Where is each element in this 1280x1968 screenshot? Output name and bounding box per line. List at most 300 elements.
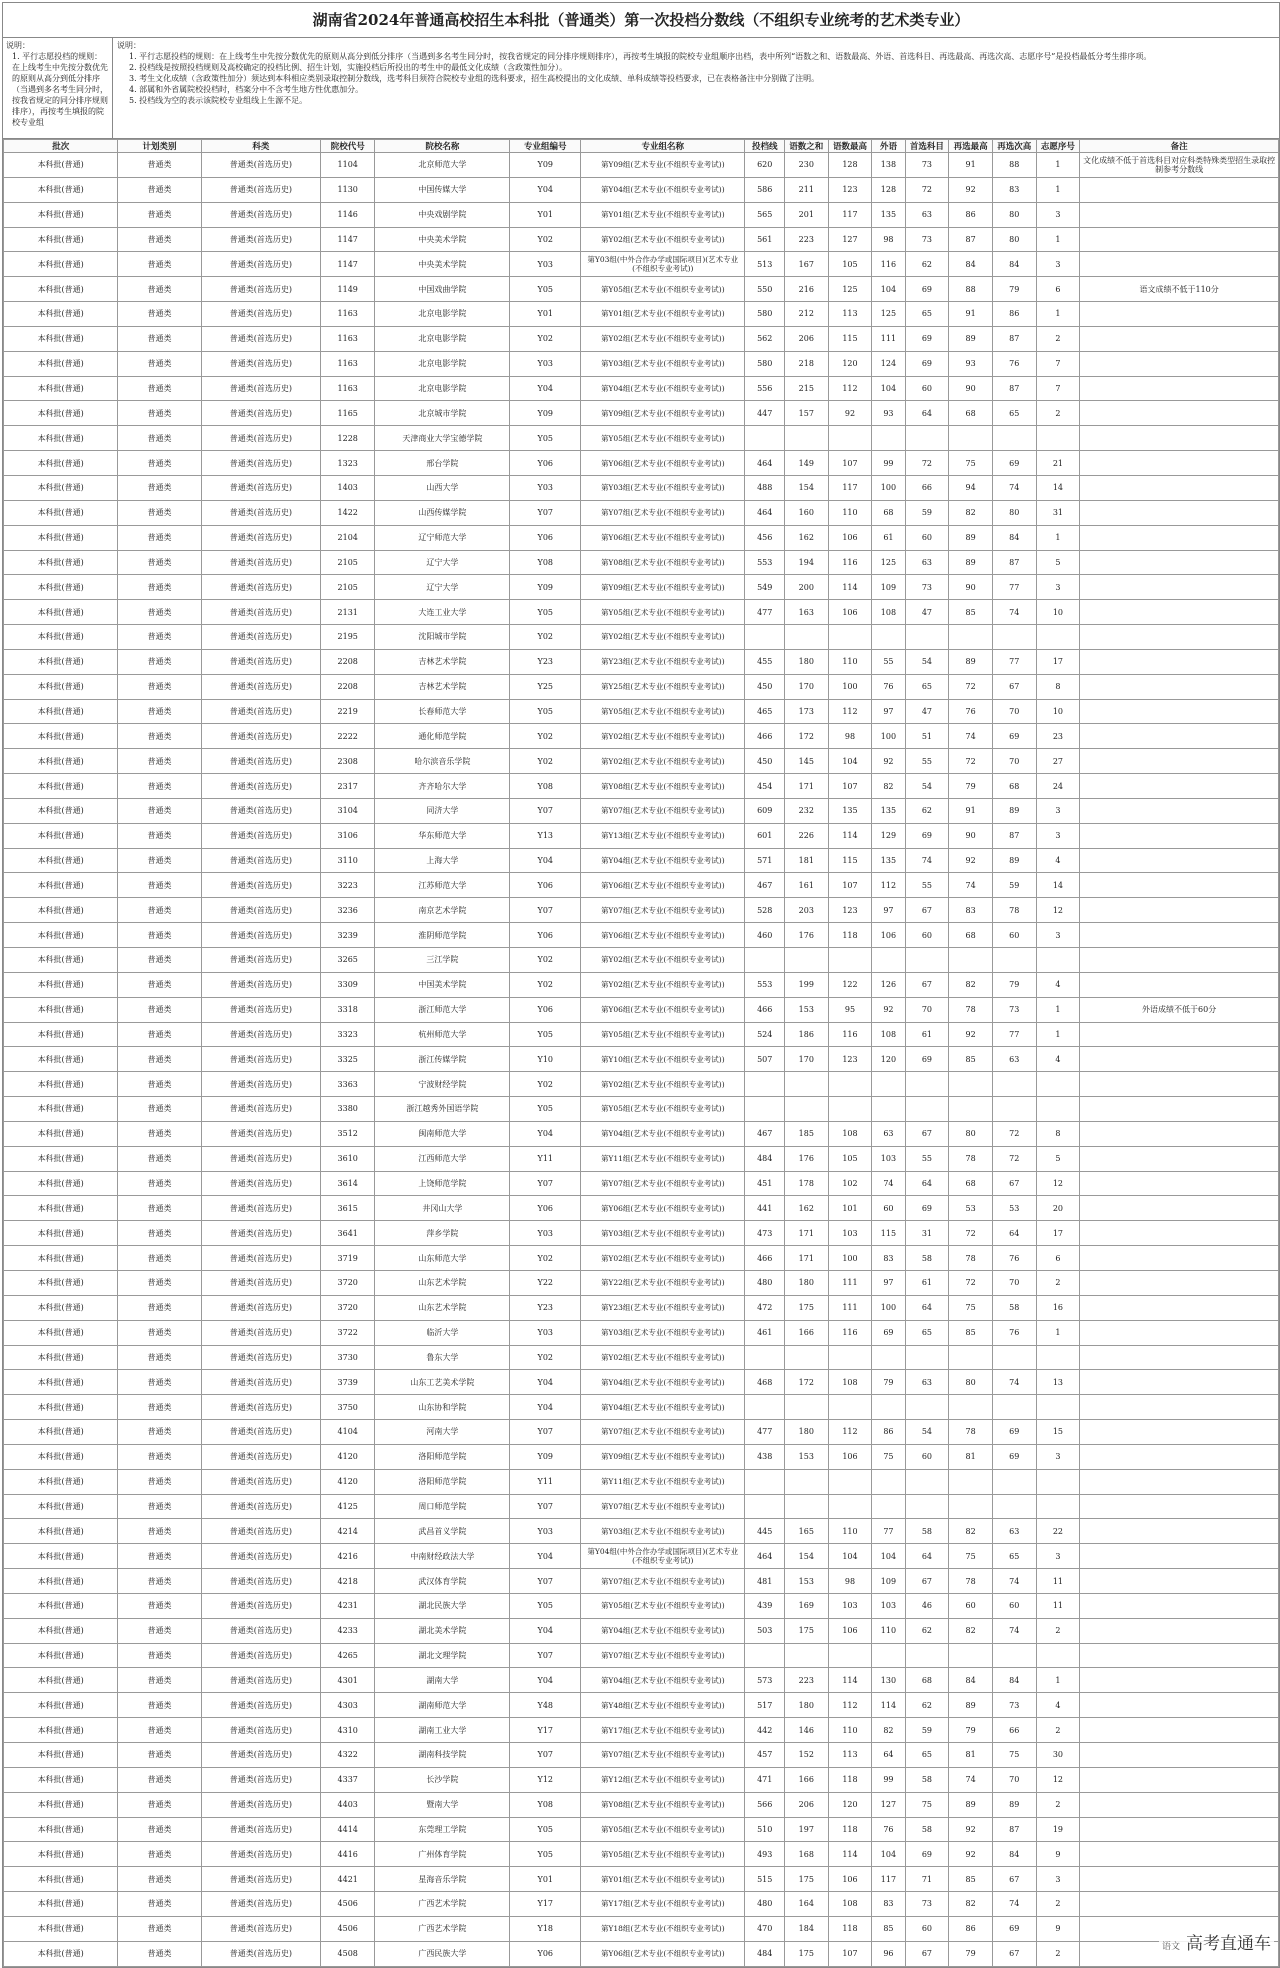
table-row (4, 451, 1279, 476)
table-cell: 464 (745, 451, 785, 476)
table-cell: 80 (949, 1370, 993, 1395)
table-cell: 普通类(首选历史) (201, 1693, 321, 1718)
table-cell: 3239 (321, 923, 375, 948)
table-cell: 80 (992, 202, 1036, 227)
table-cell: 215 (784, 376, 828, 401)
table-cell: 普通类(首选历史) (201, 997, 321, 1022)
table-row (4, 774, 1279, 799)
table-cell: 3720 (321, 1270, 375, 1295)
table-cell: 武昌首义学院 (375, 1519, 510, 1544)
table-cell: 山东协和学院 (375, 1395, 510, 1420)
table-cell: 451 (745, 1171, 785, 1196)
table-cell: 513 (745, 252, 785, 277)
table-cell: 本科批(普通) (4, 1295, 118, 1320)
table-row (4, 1792, 1279, 1817)
table-cell: 75 (949, 1295, 993, 1320)
table-cell: 64 (992, 1221, 1036, 1246)
table-cell: 3323 (321, 1022, 375, 1047)
table-cell: 110 (828, 500, 872, 525)
table-cell: 2219 (321, 699, 375, 724)
table-cell: 本科批(普通) (4, 401, 118, 426)
table-row (4, 1618, 1279, 1643)
table-cell: 72 (949, 1270, 993, 1295)
table-cell: 1165 (321, 401, 375, 426)
table-cell: Y04 (510, 848, 581, 873)
table-cell: 普通类 (118, 1270, 201, 1295)
table-cell: 586 (745, 177, 785, 202)
table-row (4, 550, 1279, 575)
table-cell: 普通类 (118, 798, 201, 823)
table-cell: 11 (1036, 1593, 1080, 1618)
table-cell: 2222 (321, 724, 375, 749)
table-cell: 206 (784, 1792, 828, 1817)
table-cell: 3 (1036, 202, 1080, 227)
table-cell: 69 (905, 277, 949, 302)
table-cell (828, 1072, 872, 1097)
table-cell (1080, 1295, 1279, 1320)
table-cell (1080, 252, 1279, 277)
table-cell: 609 (745, 798, 785, 823)
table-cell: 普通类 (118, 1370, 201, 1395)
table-cell: Y03 (510, 1221, 581, 1246)
table-cell: 480 (745, 1270, 785, 1295)
table-cell: 126 (872, 972, 905, 997)
table-cell: 109 (872, 1569, 905, 1594)
table-cell: 湖北美术学院 (375, 1618, 510, 1643)
table-cell: 116 (872, 252, 905, 277)
table-cell: 47 (905, 699, 949, 724)
table-cell: 103 (872, 1593, 905, 1618)
table-cell: 普通类(首选历史) (201, 923, 321, 948)
table-cell (1080, 1618, 1279, 1643)
table-cell: 553 (745, 550, 785, 575)
notes-left-column (3, 38, 113, 138)
table-cell: 75 (992, 1743, 1036, 1768)
table-cell: 82 (872, 774, 905, 799)
table-cell: 本科批(普通) (4, 1171, 118, 1196)
table-cell (872, 625, 905, 650)
table-cell: 中国美术学院 (375, 972, 510, 997)
table-cell: 84 (949, 1668, 993, 1693)
table-cell: 86 (949, 202, 993, 227)
table-cell: 1 (1036, 525, 1080, 550)
table-cell: Y05 (510, 277, 581, 302)
table-cell: 第Y13组(艺术专业(不组织专业考试)) (581, 823, 745, 848)
table-cell: Y17 (510, 1892, 581, 1917)
table-cell: 115 (828, 848, 872, 873)
table-cell (1080, 1544, 1279, 1569)
table-cell: 本科批(普通) (4, 1420, 118, 1445)
table-cell: 本科批(普通) (4, 1097, 118, 1122)
table-cell: 110 (828, 1718, 872, 1743)
table-cell: Y10 (510, 1047, 581, 1072)
table-cell: 普通类 (118, 1743, 201, 1768)
table-cell (992, 948, 1036, 973)
table-cell (905, 948, 949, 973)
table-cell: 493 (745, 1842, 785, 1867)
table-cell (872, 1643, 905, 1668)
table-cell (745, 1395, 785, 1420)
table-cell: 4 (1036, 848, 1080, 873)
table-cell: 本科批(普通) (4, 153, 118, 178)
table-cell: 中央美术学院 (375, 252, 510, 277)
table-cell: 普通类(首选历史) (201, 724, 321, 749)
table-cell: 普通类(首选历史) (201, 202, 321, 227)
table-cell: 普通类(首选历史) (201, 1668, 321, 1693)
table-row (4, 823, 1279, 848)
table-cell: 1 (1036, 177, 1080, 202)
table-cell: 74 (905, 848, 949, 873)
table-cell: 本科批(普通) (4, 649, 118, 674)
table-cell: 84 (992, 1842, 1036, 1867)
table-cell: 本科批(普通) (4, 1718, 118, 1743)
table-cell: 464 (745, 1544, 785, 1569)
table-cell: 118 (828, 923, 872, 948)
table-cell: Y03 (510, 475, 581, 500)
table-cell: 98 (872, 227, 905, 252)
table-cell: 3 (1036, 923, 1080, 948)
header-cell: 语数之和 (784, 140, 828, 153)
table-cell (872, 1494, 905, 1519)
table-cell: 外语成绩不低于60分 (1080, 997, 1279, 1022)
table-cell: 23 (1036, 724, 1080, 749)
table-row (4, 997, 1279, 1022)
table-cell (1080, 550, 1279, 575)
table-cell: Y08 (510, 774, 581, 799)
watermark (1159, 1928, 1274, 1955)
table-cell: 普通类(首选历史) (201, 1544, 321, 1569)
table-cell: 普通类 (118, 252, 201, 277)
table-cell: 本科批(普通) (4, 1941, 118, 1966)
table-cell: 127 (872, 1792, 905, 1817)
table-cell: 普通类(首选历史) (201, 1444, 321, 1469)
table-cell: 10 (1036, 699, 1080, 724)
table-cell: 第Y06组(艺术专业(不组织专业考试)) (581, 525, 745, 550)
table-cell: 99 (872, 1767, 905, 1792)
table-cell: 114 (828, 1842, 872, 1867)
table-cell: 168 (784, 1842, 828, 1867)
table-cell: 100 (828, 1246, 872, 1271)
table-cell: 55 (905, 749, 949, 774)
table-cell (745, 1494, 785, 1519)
table-cell (828, 1643, 872, 1668)
table-cell: 本科批(普通) (4, 550, 118, 575)
table-cell: Y06 (510, 1196, 581, 1221)
table-cell: 第Y03组(艺术专业(不组织专业考试)) (581, 475, 745, 500)
table-cell (828, 1097, 872, 1122)
table-cell: 3 (1036, 1867, 1080, 1892)
table-cell: 第Y04组(艺术专业(不组织专业考试)) (581, 1618, 745, 1643)
table-cell (872, 1345, 905, 1370)
table-cell (1036, 426, 1080, 451)
table-cell: 64 (872, 1743, 905, 1768)
table-cell: 4322 (321, 1743, 375, 1768)
table-cell: 135 (828, 798, 872, 823)
table-cell: 第Y09组(艺术专业(不组织专业考试)) (581, 153, 745, 178)
table-cell: 普通类 (118, 1842, 201, 1867)
table-cell: 3363 (321, 1072, 375, 1097)
table-row (4, 1022, 1279, 1047)
table-cell: 85 (949, 1047, 993, 1072)
table-cell: 59 (992, 873, 1036, 898)
table-cell (905, 1395, 949, 1420)
table-cell: 92 (949, 1817, 993, 1842)
table-cell: 69 (905, 326, 949, 351)
table-cell: 70 (905, 997, 949, 1022)
table-cell: 100 (872, 1295, 905, 1320)
table-cell: 85 (949, 1320, 993, 1345)
table-cell: 本科批(普通) (4, 475, 118, 500)
table-cell: 120 (828, 351, 872, 376)
table-cell: 第Y06组(艺术专业(不组织专业考试)) (581, 997, 745, 1022)
table-cell: 73 (905, 227, 949, 252)
table-cell: 2105 (321, 575, 375, 600)
table-cell: 7 (1036, 376, 1080, 401)
table-cell: Y07 (510, 1743, 581, 1768)
table-cell: 本科批(普通) (4, 1544, 118, 1569)
table-cell: 普通类 (118, 1246, 201, 1271)
table-cell: 123 (828, 898, 872, 923)
notes-left-text: 1. 平行志愿投档的规则：在上线考生中先按分数优先的原则从高分到低分排序（当遇到多名考生同分时，按我省规定的同分排序规则排序），再按考生填报的院校专业组 (12, 52, 108, 127)
table-cell: 15 (1036, 1420, 1080, 1445)
table-cell (1080, 1221, 1279, 1246)
table-cell: 本科批(普通) (4, 1494, 118, 1519)
table-cell: 中南财经政法大学 (375, 1544, 510, 1569)
table-cell: 普通类(首选历史) (201, 252, 321, 277)
table-cell: 普通类(首选历史) (201, 774, 321, 799)
table-cell: 162 (784, 1196, 828, 1221)
header-cell: 再选最高 (949, 140, 993, 153)
table-cell: 112 (828, 1693, 872, 1718)
table-cell: 1 (1036, 997, 1080, 1022)
table-row (4, 202, 1279, 227)
table-cell: 本科批(普通) (4, 1817, 118, 1842)
table-cell: 98 (828, 724, 872, 749)
table-cell: 74 (949, 1767, 993, 1792)
table-cell: Y02 (510, 1345, 581, 1370)
table-cell: 本科批(普通) (4, 1916, 118, 1941)
table-cell: 153 (784, 1444, 828, 1469)
table-cell (1080, 625, 1279, 650)
table-cell: 101 (828, 1196, 872, 1221)
table-cell: 85 (872, 1916, 905, 1941)
table-row (4, 699, 1279, 724)
header-cell: 院校名称 (375, 140, 510, 153)
table-row (4, 873, 1279, 898)
table-cell: 135 (872, 202, 905, 227)
table-cell: 洛阳师范学院 (375, 1444, 510, 1469)
note-item-4: 4. 部属和外省属院校投档时，档案分中不含考生地方性优惠加分。 (129, 85, 364, 94)
table-cell (784, 426, 828, 451)
table-cell (905, 1643, 949, 1668)
table-cell: 1 (1036, 153, 1080, 178)
table-cell: 200 (784, 575, 828, 600)
table-cell: 65 (992, 401, 1036, 426)
table-cell (1080, 823, 1279, 848)
table-cell: 3 (1036, 1544, 1080, 1569)
table-cell: 第Y01组(艺术专业(不组织专业考试)) (581, 1867, 745, 1892)
table-cell: 67 (905, 1941, 949, 1966)
table-cell: 辽宁师范大学 (375, 525, 510, 550)
table-cell: 116 (828, 1320, 872, 1345)
table-cell (1080, 1345, 1279, 1370)
table-cell: 108 (872, 1022, 905, 1047)
table-cell: 1403 (321, 475, 375, 500)
table-row (4, 1420, 1279, 1445)
table-cell: 普通类(首选历史) (201, 1618, 321, 1643)
table-cell: 萍乡学院 (375, 1221, 510, 1246)
table-cell: Y01 (510, 202, 581, 227)
table-cell: 4506 (321, 1916, 375, 1941)
table-cell: 1149 (321, 277, 375, 302)
table-cell: 本科批(普通) (4, 898, 118, 923)
table-row (4, 153, 1279, 178)
table-cell: 普通类 (118, 277, 201, 302)
table-cell: 山东工艺美术学院 (375, 1370, 510, 1395)
table-cell: 普通类(首选历史) (201, 1121, 321, 1146)
table-cell: 普通类 (118, 1072, 201, 1097)
table-cell: 90 (949, 823, 993, 848)
table-cell (872, 1395, 905, 1420)
table-cell: 166 (784, 1767, 828, 1792)
table-cell: 沈阳城市学院 (375, 625, 510, 650)
table-cell: 471 (745, 1767, 785, 1792)
table-cell (1080, 848, 1279, 873)
table-row (4, 1146, 1279, 1171)
table-cell (1036, 948, 1080, 973)
table-cell (872, 1469, 905, 1494)
table-cell: 561 (745, 227, 785, 252)
table-cell: 145 (784, 749, 828, 774)
table-cell: Y17 (510, 1718, 581, 1743)
table-cell: 湖南师范大学 (375, 1693, 510, 1718)
table-cell: 197 (784, 1817, 828, 1842)
table-row (4, 500, 1279, 525)
table-cell: 20 (1036, 1196, 1080, 1221)
table-cell: 114 (828, 823, 872, 848)
table-cell: 1323 (321, 451, 375, 476)
table-cell: 472 (745, 1295, 785, 1320)
table-cell: 81 (949, 1444, 993, 1469)
table-cell: 3 (1036, 823, 1080, 848)
table-cell: 本科批(普通) (4, 1618, 118, 1643)
table-cell: 2 (1036, 326, 1080, 351)
table-cell: 108 (828, 1370, 872, 1395)
table-cell: 620 (745, 153, 785, 178)
table-cell: 山东师范大学 (375, 1246, 510, 1271)
table-cell: 2308 (321, 749, 375, 774)
table-cell: 65 (905, 1320, 949, 1345)
table-cell: 517 (745, 1693, 785, 1718)
table-cell: 51 (905, 724, 949, 749)
table-cell: Y04 (510, 376, 581, 401)
table-cell: 103 (828, 1221, 872, 1246)
table-cell: 普通类(首选历史) (201, 1047, 321, 1072)
table-cell: Y02 (510, 326, 581, 351)
table-cell: 99 (872, 451, 905, 476)
table-cell: 77 (992, 575, 1036, 600)
table-cell (872, 1097, 905, 1122)
table-cell: 第Y08组(艺术专业(不组织专业考试)) (581, 1792, 745, 1817)
table-row (4, 1892, 1279, 1917)
table-cell: 96 (872, 1941, 905, 1966)
table-cell: 73 (905, 153, 949, 178)
table-cell: 4214 (321, 1519, 375, 1544)
table-cell: 117 (828, 202, 872, 227)
table-cell: 普通类(首选历史) (201, 575, 321, 600)
note-item-2: 2. 投档线是按照投档规则及高校确定的投档比例、招生计划，实施投档后所投出的考生中的最低文化成绩（含政策性加分）。 (129, 63, 568, 72)
table-row (4, 177, 1279, 202)
table-cell: 55 (872, 649, 905, 674)
table-cell: Y04 (510, 1544, 581, 1569)
table-cell (1080, 1196, 1279, 1221)
table-cell: 普通类(首选历史) (201, 1519, 321, 1544)
table-cell: 3641 (321, 1221, 375, 1246)
table-cell (784, 625, 828, 650)
table-cell: 广西民族大学 (375, 1941, 510, 1966)
table-cell: 103 (828, 1593, 872, 1618)
table-cell: 普通类(首选历史) (201, 1494, 321, 1519)
table-row (4, 1469, 1279, 1494)
table-cell: 79 (949, 1718, 993, 1743)
table-cell: 439 (745, 1593, 785, 1618)
table-row (4, 948, 1279, 973)
table-cell: 211 (784, 177, 828, 202)
table-cell: 74 (992, 475, 1036, 500)
table-row (4, 227, 1279, 252)
table-cell: 普通类 (118, 153, 201, 178)
table-cell: 普通类 (118, 1469, 201, 1494)
table-cell: 72 (905, 451, 949, 476)
table-cell: 10 (1036, 600, 1080, 625)
table-cell: 4414 (321, 1817, 375, 1842)
table-cell: 第Y11组(艺术专业(不组织专业考试)) (581, 1146, 745, 1171)
table-cell: 125 (872, 302, 905, 327)
table-cell: 67 (905, 1121, 949, 1146)
table-cell: 上海大学 (375, 848, 510, 873)
table-cell: 第Y07组(艺术专业(不组织专业考试)) (581, 1743, 745, 1768)
table-cell: 84 (992, 252, 1036, 277)
table-cell: 本科批(普通) (4, 1320, 118, 1345)
table-cell: 普通类 (118, 1196, 201, 1221)
table-cell (1080, 1668, 1279, 1693)
table-cell: Y04 (510, 177, 581, 202)
table-cell: 82 (949, 500, 993, 525)
table-cell: 普通类 (118, 724, 201, 749)
table-row (4, 1444, 1279, 1469)
table-cell: 普通类(首选历史) (201, 1817, 321, 1842)
table-cell: 本科批(普通) (4, 177, 118, 202)
table-cell (1080, 525, 1279, 550)
table-cell: 21 (1036, 451, 1080, 476)
table-cell: 445 (745, 1519, 785, 1544)
table-cell: 本科批(普通) (4, 1842, 118, 1867)
table-cell: 4 (1036, 972, 1080, 997)
table-cell: 3720 (321, 1295, 375, 1320)
table-cell: 70 (992, 749, 1036, 774)
table-cell: 473 (745, 1221, 785, 1246)
table-header-row (4, 140, 1279, 153)
table-cell: 76 (872, 674, 905, 699)
table-cell: 76 (992, 1320, 1036, 1345)
table-cell: 149 (784, 451, 828, 476)
table-cell: 117 (872, 1867, 905, 1892)
table-cell: 77 (872, 1519, 905, 1544)
table-cell: 3380 (321, 1097, 375, 1122)
table-cell: 本科批(普通) (4, 302, 118, 327)
table-cell: Y09 (510, 401, 581, 426)
table-cell: 230 (784, 153, 828, 178)
